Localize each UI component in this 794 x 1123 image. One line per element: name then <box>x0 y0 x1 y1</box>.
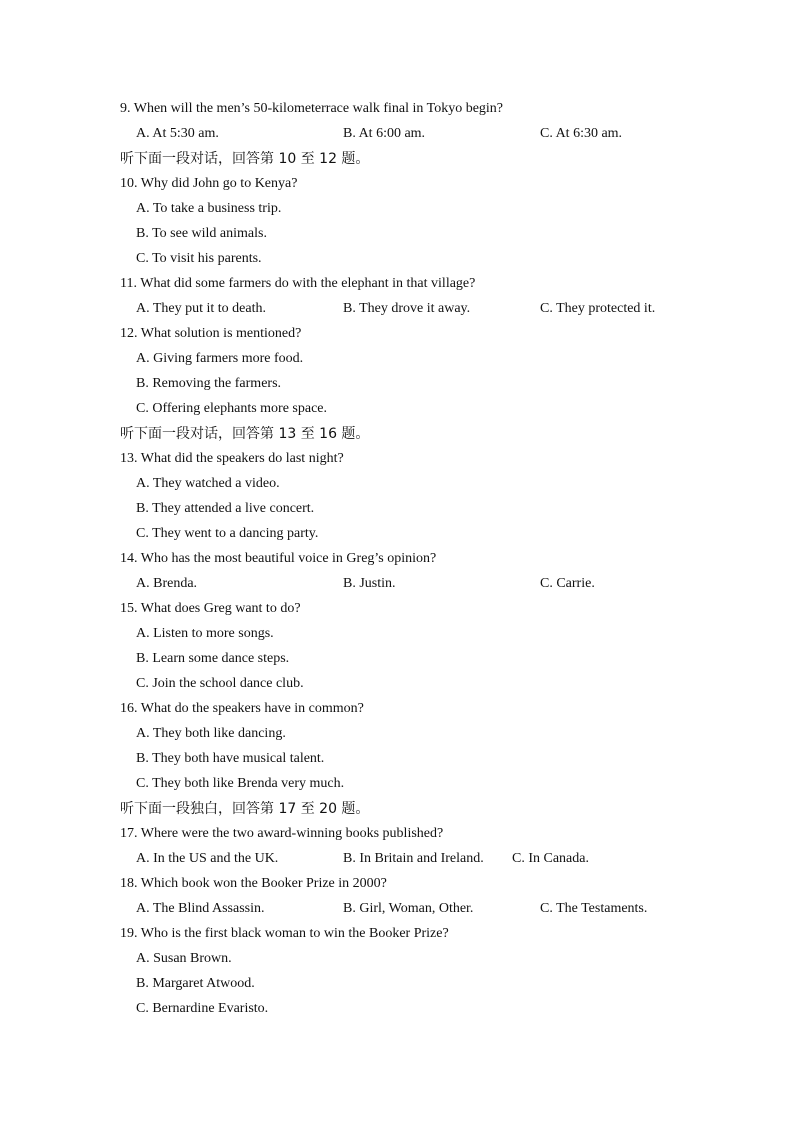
question-12-option-b: B. Removing the farmers. <box>136 376 282 391</box>
question-11-stem: 11. What did some farmers do with the elephant in that village? <box>120 276 476 291</box>
question-10-option-b: B. To see wild animals. <box>136 226 267 241</box>
question-16-option-b: B. They both have musical talent. <box>136 751 325 766</box>
question-15-option-c: C. Join the school dance club. <box>136 676 304 691</box>
question-16-option-c: C. They both like Brenda very much. <box>136 776 345 791</box>
question-13-option-a: A. They watched a video. <box>136 476 280 491</box>
question-18-stem: 18. Which book won the Booker Prize in 2000? <box>120 876 387 891</box>
question-10-stem: 10. Why did John go to Kenya? <box>120 176 298 191</box>
question-15-stem: 15. What does Greg want to do? <box>120 601 301 616</box>
question-12-option-c: C. Offering elephants more space. <box>136 401 328 416</box>
question-18-option-c: C. The Testaments. <box>540 901 648 916</box>
question-13-stem: 13. What did the speakers do last night? <box>120 451 344 466</box>
question-14-stem: 14. Who has the most beautiful voice in Greg’s opinion? <box>120 551 437 566</box>
section-header-13-16: 听下面一段对话，回答第 13 至 16 题。 <box>120 426 370 442</box>
question-19-stem: 19. Who is the first black woman to win the Booker Prize? <box>120 926 449 941</box>
question-19-option-c: C. Bernardine Evaristo. <box>136 1001 269 1016</box>
question-18-option-a: A. The Blind Assassin. <box>136 901 265 916</box>
question-14-option-c: C. Carrie. <box>540 576 595 591</box>
section-header-17-20: 听下面一段独白，回答第 17 至 20 题。 <box>120 801 370 817</box>
question-11-option-c: C. They protected it. <box>540 301 656 316</box>
question-17-option-c: C. In Canada. <box>512 851 589 866</box>
question-10-option-c: C. To visit his parents. <box>136 251 262 266</box>
question-14-option-a: A. Brenda. <box>136 576 198 591</box>
question-19-option-a: A. Susan Brown. <box>136 951 232 966</box>
question-10-option-a: A. To take a business trip. <box>136 201 282 216</box>
question-17-option-a: A. In the US and the UK. <box>136 851 279 866</box>
question-15-option-a: A. Listen to more songs. <box>136 626 274 641</box>
question-15-option-b: B. Learn some dance steps. <box>136 651 290 666</box>
question-11-option-b: B. They drove it away. <box>343 301 471 316</box>
question-17-option-b: B. In Britain and Ireland. <box>343 851 484 866</box>
question-18-option-b: B. Girl, Woman, Other. <box>343 901 474 916</box>
question-9-stem: 9. When will the men’s 50-kilometerrace walk final in Tokyo begin? <box>120 101 504 116</box>
section-header-10-12: 听下面一段对话，回答第 10 至 12 题。 <box>120 151 370 167</box>
question-9-option-c: C. At 6:30 am. <box>540 126 623 141</box>
question-12-option-a: A. Giving farmers more food. <box>136 351 304 366</box>
question-9-option-a: A. At 5:30 am. <box>136 126 219 141</box>
question-16-stem: 16. What do the speakers have in common? <box>120 701 364 716</box>
question-12-stem: 12. What solution is mentioned? <box>120 326 302 341</box>
question-14-option-b: B. Justin. <box>343 576 396 591</box>
question-13-option-b: B. They attended a live concert. <box>136 501 315 516</box>
question-11-option-a: A. They put it to death. <box>136 301 266 316</box>
question-16-option-a: A. They both like dancing. <box>136 726 286 741</box>
question-17-stem: 17. Where were the two award-winning books published? <box>120 826 444 841</box>
question-13-option-c: C. They went to a dancing party. <box>136 526 319 541</box>
question-9-option-b: B. At 6:00 am. <box>343 126 426 141</box>
question-19-option-b: B. Margaret Atwood. <box>136 976 255 991</box>
